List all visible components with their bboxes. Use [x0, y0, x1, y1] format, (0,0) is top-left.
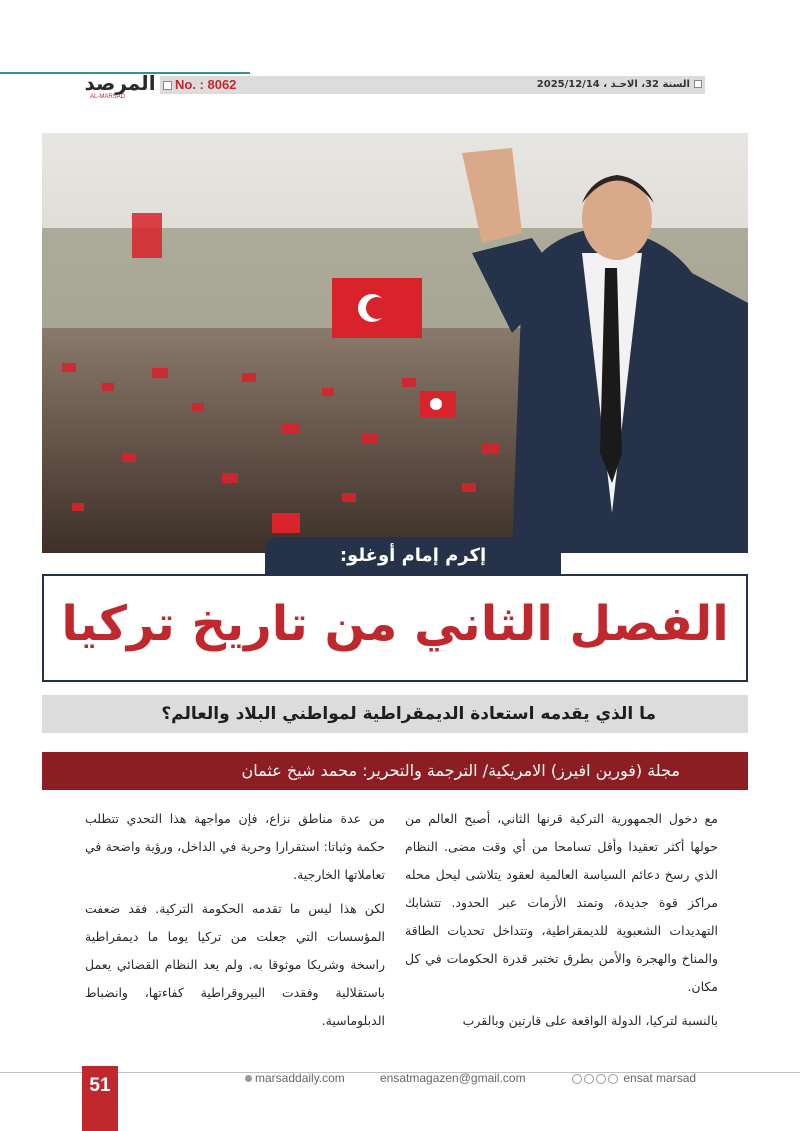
square-icon	[163, 81, 172, 90]
page-number: 51	[82, 1066, 118, 1131]
article-subtitle: ما الذي يقدمه استعادة الديمقراطية لمواطني البلاد والعالم؟	[161, 704, 656, 724]
issue-number-text: No. : 8062	[175, 77, 237, 92]
paragraph: مع دخول الجمهورية التركية قرنها الثاني، أصبح العالم من حولها أكثر تعقيدا وأقل تسامحا من أي وقت مضى. النظام الذي رسخ دعائم السياسة العالمية لعقود يتلاشى ليحل محله مراكز قوة جديدة، وتمتد الأزمات عبر الحدود. تتشابك التهديدات الشعبوية للديمقراطية، وتتداخل تحديات الطاقة والمناخ والهجرة والأمن بطرق تختبر قدرة الحكومات في كل مكان.	[405, 811, 718, 994]
article-title: الفصل الثاني من تاريخ تركيا	[61, 596, 729, 652]
issue-date	[537, 77, 702, 93]
footer-email[interactable]: ensatmagazen@gmail.com	[380, 1071, 526, 1085]
logo-arabic: المرصد	[84, 71, 156, 95]
globe-icon	[245, 1075, 252, 1082]
issue-date-text: السنة 32، الاحـد ، 2025/12/14	[536, 79, 690, 90]
paragraph: من عدة مناطق نزاع، فإن مواجهة هذا التحدي تتطلب حكمة وثباتا: استقرارا وحرية في الداخل، ورؤية واضحة في تعاملاتها الخارجية.	[85, 811, 385, 882]
issue-number	[163, 77, 236, 93]
website-text[interactable]: marsaddaily.com	[255, 1071, 345, 1085]
footer-social[interactable]	[572, 1071, 696, 1085]
social-handle: ensat marsad	[623, 1071, 697, 1085]
footer-website[interactable]	[245, 1071, 345, 1085]
facebook-icon[interactable]	[572, 1074, 582, 1084]
logo-english: AL-MARSAD	[90, 94, 126, 100]
article-byline: مجلة (فورين افيرز) الامريكية/ الترجمة والتحرير: محمد شيخ عثمان	[241, 761, 680, 780]
paragraph: بالنسبة لتركيا، الدولة الواقعة على قارتين وبالقرب	[462, 1013, 718, 1028]
subtitle-bar	[42, 695, 748, 733]
article-kicker: إكرم إمام أوغلو:	[265, 537, 561, 574]
paragraph: لكن هذا ليس ما تقدمه الحكومة التركية. فقد ضعفت المؤسسات التي جعلت من تركيا يوما ما ديمقراطية راسخة وشريكا موثوقا به. ولم يعد النظام القضائي يعمل باستقلالية وفقدت البيروقراطية كفاءتها، وانضباط الدبلوماسية.	[85, 901, 385, 1028]
article-column-left	[85, 805, 385, 1041]
title-box	[42, 574, 748, 682]
article-column-right	[405, 805, 718, 1041]
hero-photo	[42, 133, 748, 553]
instagram-icon[interactable]	[596, 1074, 606, 1084]
twitter-icon[interactable]	[584, 1074, 594, 1084]
logo	[82, 72, 158, 106]
byline-bar	[42, 752, 748, 790]
youtube-icon[interactable]	[608, 1074, 618, 1084]
square-icon	[694, 80, 702, 88]
